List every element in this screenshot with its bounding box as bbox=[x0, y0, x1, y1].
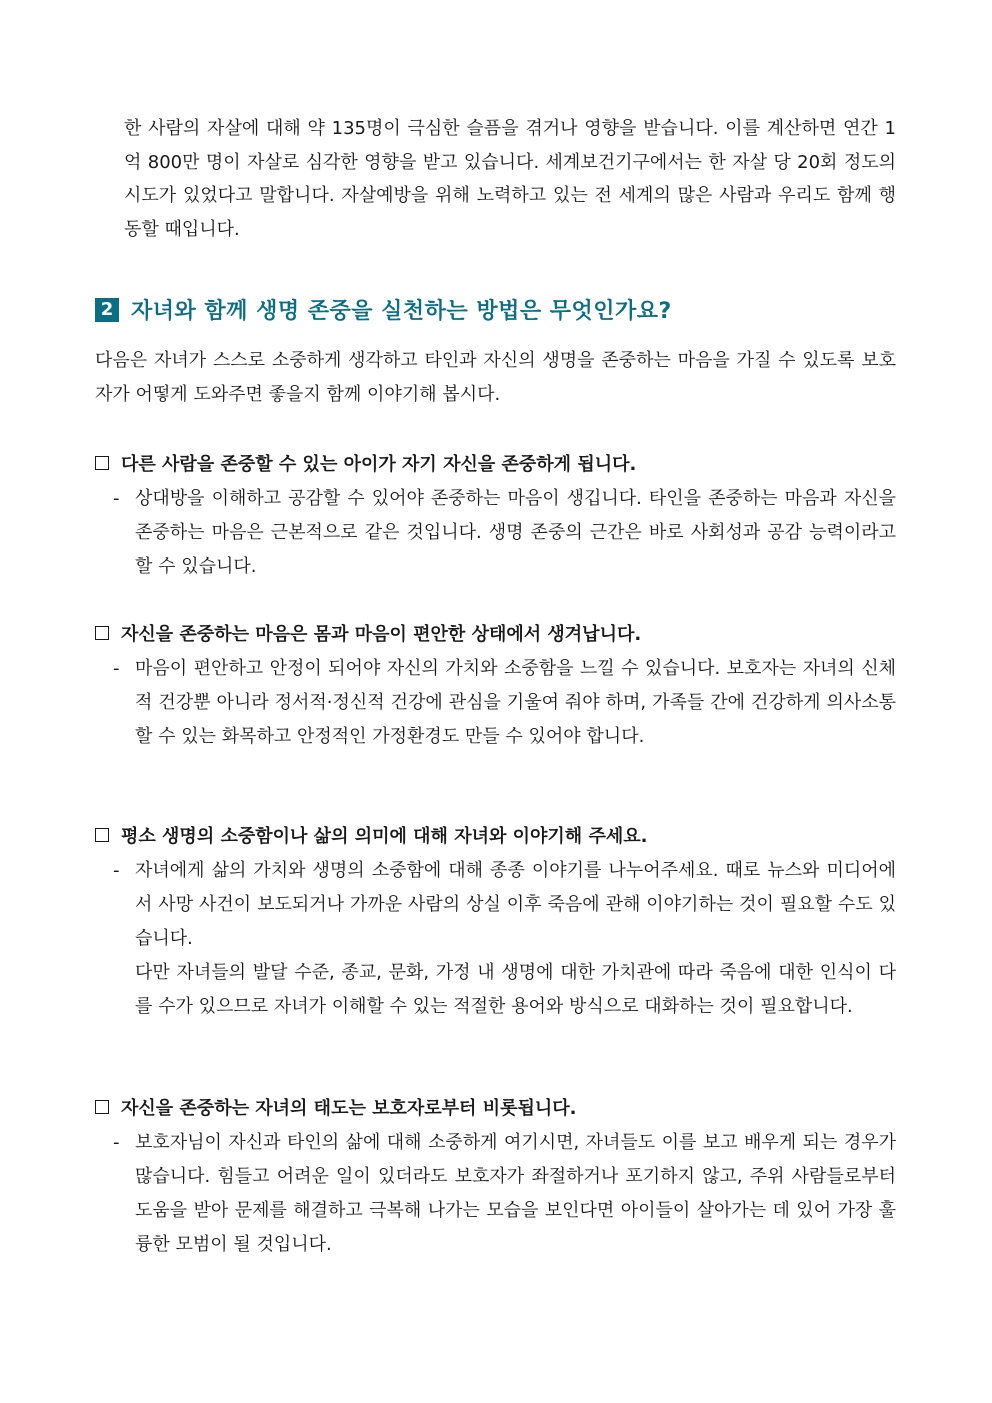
guide-item-body bbox=[95, 652, 896, 754]
guide-item-title bbox=[95, 820, 896, 850]
guide-item-body bbox=[95, 854, 896, 1024]
guide-item-title bbox=[95, 1092, 896, 1122]
guide-item bbox=[95, 448, 896, 584]
dash-bullet: - bbox=[113, 488, 120, 509]
section-lead-text: 다음은 자녀가 스스로 소중하게 생각하고 타인과 자신의 생명을 존중하는 마음을 가질 수 있도록 보호자가 어떻게 도와주면 좋을지 함께 이야기해 봅시다. bbox=[95, 350, 896, 405]
checkbox-icon bbox=[95, 456, 109, 470]
guide-item-title-text: 평소 생명의 소중함이나 삶의 의미에 대해 자녀와 이야기해 주세요. bbox=[121, 826, 648, 847]
guide-item-text: 자녀에게 삶의 가치와 생명의 소중함에 대해 종종 이야기를 나누어주세요. 때로 뉴스와 미디어에서 사망 사건이 보도되거나 가까운 사람의 상실 이후 죽음에 관해 이야기하는 것이 필요할 수도 있습니다. bbox=[135, 860, 896, 949]
dash-bullet: - bbox=[113, 1132, 120, 1153]
checkbox-icon bbox=[95, 626, 109, 640]
section-title: 자녀와 함께 생명 존중을 실천하는 방법은 무엇인가요? bbox=[131, 299, 672, 324]
guide-item-title bbox=[95, 618, 896, 648]
guide-item-text: 보호자님이 자신과 타인의 삶에 대해 소중하게 여기시면, 자녀들도 이를 보고 배우게 되는 경우가 많습니다. 힘들고 어려운 일이 있더라도 보호자가 좌절하거나 포기하지 않고, 주위 사람들로부터 도움을 받아 문제를 해결하고 극복해 나가는 모습을 보인다면 아이들이 살아가는 데 있어 가장 훌륭한 모범이 될 것입니다. bbox=[135, 1132, 896, 1255]
guide-item-title-text: 다른 사람을 존중할 수 있는 아이가 자기 자신을 존중하게 됩니다. bbox=[121, 454, 637, 475]
section-lead bbox=[95, 344, 896, 412]
section-number-badge: 2 bbox=[95, 298, 119, 322]
dash-bullet: - bbox=[113, 658, 120, 679]
intro-paragraph bbox=[124, 112, 896, 246]
checkbox-icon bbox=[95, 828, 109, 842]
guide-item-title-text: 자신을 존중하는 마음은 몸과 마음이 편안한 상태에서 생겨납니다. bbox=[121, 624, 642, 645]
guide-item-body bbox=[95, 1126, 896, 1262]
guide-item-text: 상대방을 이해하고 공감할 수 있어야 존중하는 마음이 생깁니다. 타인을 존중하는 마음과 자신을 존중하는 마음은 근본적으로 같은 것입니다. 생명 존중의 근간은 바로 사회성과 공감 능력이라고 할 수 있습니다. bbox=[135, 488, 896, 577]
dash-bullet: - bbox=[113, 860, 120, 881]
section-heading bbox=[95, 294, 915, 325]
intro-text: 한 사람의 자살에 대해 약 135명이 극심한 슬픔을 겪거나 영향을 받습니다. 이를 계산하면 연간 1억 800만 명이 자살로 심각한 영향을 받고 있습니다. 세계보건기구에서는 한 자살 당 20회 정도의 시도가 있었다고 말합니다. 자살예방을 위해 노력하고 있는 전 세계의 많은 사람과 우리도 함께 행동할 때입니다. bbox=[124, 118, 896, 240]
guide-item-body bbox=[95, 482, 896, 584]
guide-item-title bbox=[95, 448, 896, 478]
checkbox-icon bbox=[95, 1100, 109, 1114]
guide-item bbox=[95, 820, 896, 1024]
guide-item bbox=[95, 1092, 896, 1262]
guide-item bbox=[95, 618, 896, 754]
guide-item-text: 마음이 편안하고 안정이 되어야 자신의 가치와 소중함을 느낄 수 있습니다. 보호자는 자녀의 신체적 건강뿐 아니라 정서적·정신적 건강에 관심을 기울여 줘야 하며, 가족들 간에 건강하게 의사소통할 수 있는 화목하고 안정적인 가정환경도 만들 수 있어야 합니다. bbox=[135, 658, 896, 747]
guide-item-title-text: 자신을 존중하는 자녀의 태도는 보호자로부터 비롯됩니다. bbox=[121, 1098, 577, 1119]
guide-item-text-continued: 다만 자녀들의 발달 수준, 종교, 문화, 가정 내 생명에 대한 가치관에 따라 죽음에 대한 인식이 다를 수가 있으므로 자녀가 이해할 수 있는 적절한 용어와 방식으로 대화하는 것이 필요합니다. bbox=[135, 962, 896, 1017]
